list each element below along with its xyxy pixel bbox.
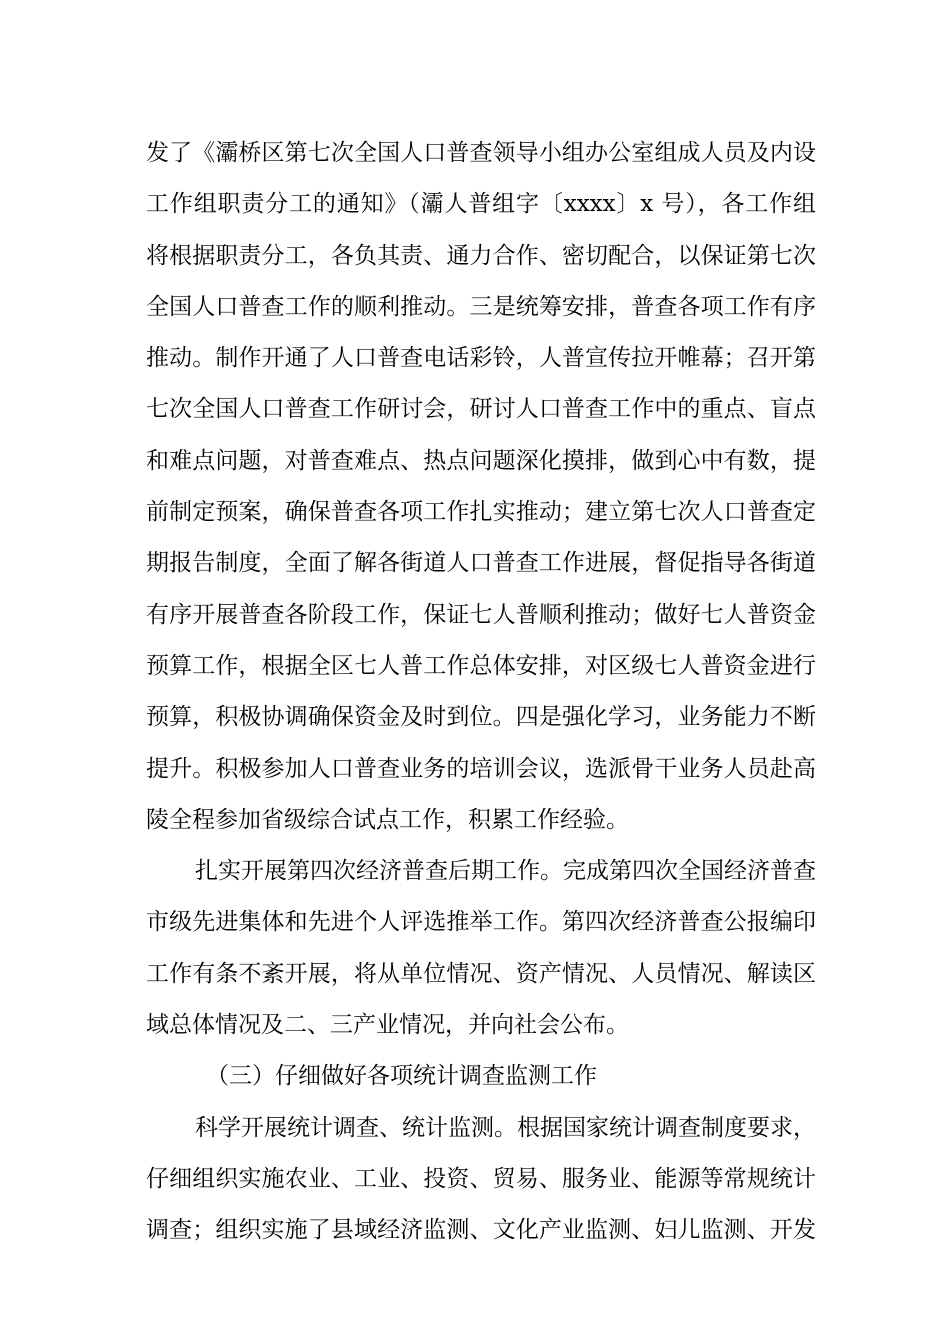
paragraph-1-line-7: 和难点问题，对普查难点、热点问题深化摸排，做到心中有数，提 [146,447,816,474]
section-heading: （三）仔细做好各项统计调查监测工作 [206,1063,597,1090]
paragraph-1-line-10: 有序开展普查各阶段工作，保证七人普顺利推动；做好七人普资金 [146,601,816,628]
paragraph-1-line-9: 期报告制度，全面了解各街道人口普查工作进展，督促指导各街道 [146,550,816,577]
paragraph-1-line-5: 推动。制作开通了人口普查电话彩铃，人普宣传拉开帷幕；召开第 [146,345,816,372]
paragraph-3-line-1: 科学开展统计调查、统计监测。根据国家统计调查制度要求， [195,1114,816,1141]
paragraph-3-line-3: 调查；组织实施了县域经济监测、文化产业监测、妇儿监测、开发 [146,1217,816,1244]
paragraph-1-line-1: 发了《灞桥区第七次全国人口普查领导小组办公室组成人员及内设 [146,140,816,166]
paragraph-1-line-3: 将根据职责分工，各负其责、通力合作、密切配合，以保证第七次 [146,242,816,269]
paragraph-2-line-1: 扎实开展第四次经济普查后期工作。完成第四次全国经济普查 [195,858,816,885]
paragraph-1-line-14: 陵全程参加省级综合试点工作，积累工作经验。 [146,806,629,833]
paragraph-3-line-2: 仔细组织实施农业、工业、投资、贸易、服务业、能源等常规统计 [146,1165,816,1192]
document-body [146,128,816,1257]
paragraph-1-line-11: 预算工作，根据全区七人普工作总体安排，对区级七人普资金进行 [146,652,816,679]
paragraph-2-line-3: 工作有条不紊开展，将从单位情况、资产情况、人员情况、解读区 [146,960,816,987]
paragraph-1-line-2: 工作组职责分工的通知》（灞人普组字〔xxxx〕x 号），各工作组 [146,191,816,218]
paragraph-2-line-4: 域总体情况及二、三产业情况，并向社会公布。 [146,1012,629,1039]
paragraph-1-line-12: 预算，积极协调确保资金及时到位。四是强化学习，业务能力不断 [146,704,816,731]
paragraph-1-line-4: 全国人口普查工作的顺利推动。三是统筹安排，普查各项工作有序 [146,293,816,320]
paragraph-2-line-2: 市级先进集体和先进个人评选推举工作。第四次经济普查公报编印 [146,909,816,936]
paragraph-1-line-13: 提升。积极参加人口普查业务的培训会议，选派骨干业务人员赴高 [146,755,816,782]
paragraph-1-line-8: 前制定预案，确保普查各项工作扎实推动；建立第七次人口普查定 [146,499,816,526]
paragraph-1-line-6: 七次全国人口普查工作研讨会，研讨人口普查工作中的重点、盲点 [146,396,816,423]
